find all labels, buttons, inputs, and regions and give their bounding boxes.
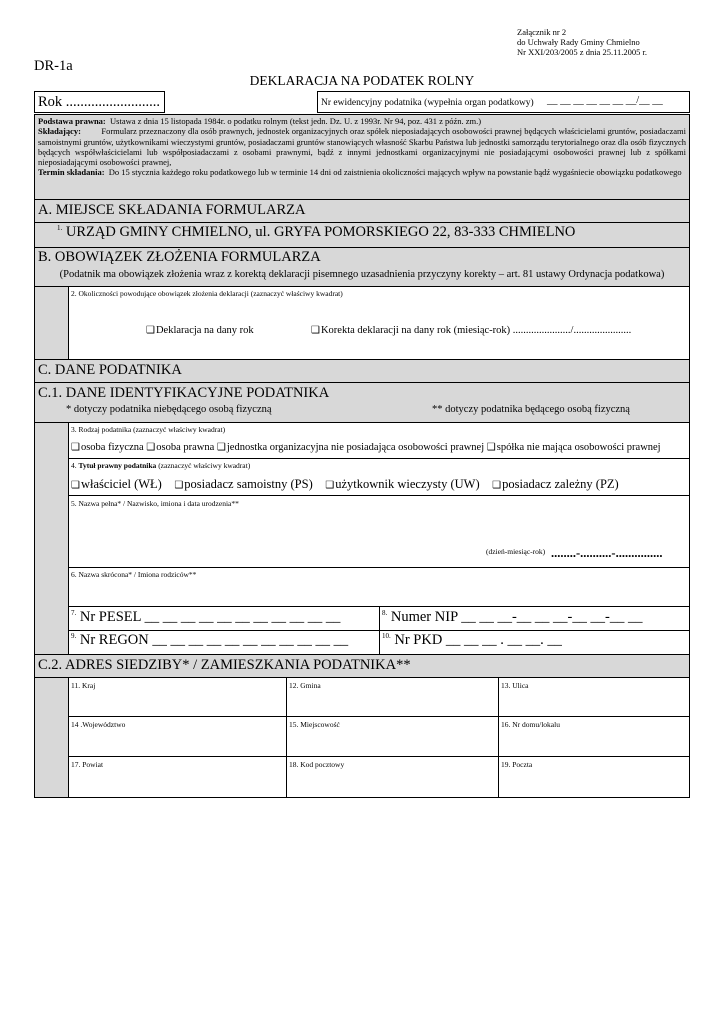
attachment-line-1: Załącznik nr 2 <box>517 27 567 37</box>
nip-field[interactable] <box>382 609 642 626</box>
regon-field[interactable] <box>71 632 348 649</box>
date-hint: (dzień-miesiąc-rok) <box>486 547 546 556</box>
option-annual-declaration-label: Deklaracja na dany rok <box>155 325 254 336</box>
taxpayer-id-blanks: __ __ __ __ __ __ __/__ __ <box>547 95 663 106</box>
option-dependent-possessor[interactable] <box>492 477 619 491</box>
field-4-label <box>71 461 250 470</box>
section-c1-heading: C.1. DANE IDENTYFIKACYJNE PODATNIKA <box>38 385 330 401</box>
option-partnership[interactable] <box>487 442 661 453</box>
option-label: osoba fizyczna <box>80 442 144 453</box>
nip-label: Numer NIP __ __ __-__ __ __-__ __-__ __ <box>390 609 643 625</box>
pkd-label: Nr PKD __ __ __ . __ __. __ <box>394 632 562 648</box>
locality-field[interactable]: 15. Miejscowość <box>289 720 340 729</box>
option-legal-person[interactable] <box>146 442 214 453</box>
submission-place-num: 1. <box>57 224 63 233</box>
filers-label: Składający: <box>38 126 81 137</box>
section-b-note: (Podatnik ma obowiązek złożenia wraz z korektą deklaracji pisemnego uzasadnienia przyczyny korekty – art. 81 ustawy Ordynacja podatkowa) <box>59 269 665 280</box>
pesel-field[interactable] <box>71 609 340 626</box>
checkbox-icon[interactable] <box>71 477 81 491</box>
deadline-text: Do 15 stycznia każdego roku podatkowego lub w terminie 14 dni od zaistnienia okoliczności mających wpływ na powstanie bądź wygaśniecie obowiązku podatkowego <box>108 167 682 178</box>
pkd-field[interactable] <box>382 632 562 649</box>
date-blanks: ........-..........-............... <box>551 546 663 560</box>
section-c2-margin <box>35 678 68 797</box>
country-field[interactable]: 11. Kraj <box>71 681 96 690</box>
option-label: właściciel (WŁ) <box>80 477 162 491</box>
option-perpetual-user[interactable] <box>325 477 479 491</box>
checkbox-icon[interactable] <box>146 325 156 336</box>
field-4-hint: (zaznaczyć właściwy kwadrat) <box>158 461 251 470</box>
field-4-num: 4. <box>71 461 77 470</box>
option-label: osoba prawna <box>156 442 215 453</box>
option-label: użytkownik wieczysty (UW) <box>335 477 480 491</box>
section-c-heading: C. DANE PODATNIKA <box>38 362 182 378</box>
section-b-margin <box>35 287 68 359</box>
postal-code-field[interactable]: 18. Kod pocztowy <box>289 760 345 769</box>
filers-text: Formularz przeznaczony dla osób prawnych, jednostek organizacyjnych oraz spółek nieposiadających osobowości prawnej będących właścicielami gruntów, posiadaczami samoistnymi gruntów, użytkownikami wieczystymi gruntów, posiadaczami gruntów stanowiących własność Skarbu Państwa lub jednostki samorządu terytorialnego oraz dla osób fizycznych będących współwłaścicielami lub współposiadaczami z osobami prawnymi, bądź z innymi jednostkami organizacyjnymi nie posiadającymi osobowości prawnej lub z spółkami nieposiadającymi osobowości prawnej, <box>38 126 686 168</box>
nip-num: 8. <box>382 609 388 618</box>
option-correction-label: Korekta deklaracji na dany rok (miesiąc-rok) ....................../...................... <box>320 325 632 336</box>
field-4-title: Tytuł prawny podatnika <box>78 461 157 470</box>
attachment-note <box>517 27 647 57</box>
regon-num: 9. <box>71 632 77 641</box>
pesel-label: Nr PESEL __ __ __ __ __ __ __ __ __ __ __ <box>79 609 341 625</box>
option-natural-person[interactable] <box>71 442 144 453</box>
regon-label: Nr REGON __ __ __ __ __ __ __ __ __ __ __ <box>79 632 349 648</box>
note-natural-person: ** dotyczy podatnika będącego osobą fizyczną <box>432 404 630 415</box>
section-a-heading: A. MIEJSCE SKŁADANIA FORMULARZA <box>38 202 306 218</box>
commune-field[interactable]: 12. Gmina <box>289 681 321 690</box>
street-field[interactable]: 13. Ulica <box>501 681 529 690</box>
district-field[interactable]: 17. Powiat <box>71 760 104 769</box>
form-title: DEKLARACJA NA PODATEK ROLNY <box>249 73 475 88</box>
option-independent-possessor[interactable] <box>174 477 312 491</box>
submission-place <box>57 224 575 241</box>
option-org-unit[interactable] <box>217 442 484 453</box>
field-3-label: 3. Rodzaj podatnika (zaznaczyć właściwy kwadrat) <box>71 425 226 434</box>
option-label: posiadacz zależny (PZ) <box>502 477 619 491</box>
checkbox-icon[interactable] <box>325 477 335 491</box>
section-c2-heading: C.2. ADRES SIEDZIBY* / ZAMIESZKANIA PODATNIKA** <box>38 657 411 673</box>
checkbox-icon[interactable] <box>146 442 156 453</box>
note-non-natural-person: * dotyczy podatnika niebędącego osobą fizyczną <box>66 404 272 415</box>
field-2-label: 2. Okoliczności powodujące obowiązek złożenia deklaracji (zaznaczyć właściwy kwadrat) <box>71 289 343 298</box>
post-office-field[interactable]: 19. Poczta <box>501 760 533 769</box>
field-6-label: 6. Nazwa skrócona* / Imiona rodziców** <box>71 570 197 579</box>
option-label: posiadacz samoistny (PS) <box>184 477 313 491</box>
section-c1-margin <box>35 423 68 654</box>
checkbox-icon[interactable] <box>217 442 227 453</box>
section-b-heading: B. OBOWIĄZEK ZŁOŻENIA FORMULARZA <box>38 249 321 265</box>
option-annual-declaration[interactable] <box>146 325 254 336</box>
checkbox-icon[interactable] <box>71 442 81 453</box>
attachment-line-2: do Uchwały Rady Gminy Chmielno <box>517 37 640 47</box>
checkbox-icon[interactable] <box>492 477 502 491</box>
taxpayer-id-field[interactable] <box>317 91 690 113</box>
attachment-line-3: Nr XXI/203/2005 z dnia 25.11.2005 r. <box>517 47 648 57</box>
checkbox-icon[interactable] <box>174 477 184 491</box>
checkbox-icon[interactable] <box>311 325 321 336</box>
year-field[interactable] <box>34 91 165 113</box>
legal-text <box>38 116 686 178</box>
taxpayer-id-label: Nr ewidencyjny podatnika (wypełnia organ podatkowy) <box>321 98 534 108</box>
legal-basis-label: Podstawa prawna: <box>38 116 106 126</box>
legal-basis-text: Ustawa z dnia 15 listopada 1984r. o podatku rolnym (tekst jedn. Dz. U. z 1993r. Nr 94, poz. 431 z późn. zm.) <box>110 116 482 126</box>
option-label: jednostka organizacyjna nie posiadająca osobowości prawnej <box>226 442 485 453</box>
pkd-num: 10. <box>382 632 391 641</box>
checkbox-icon[interactable] <box>487 442 497 453</box>
house-number-field[interactable]: 16. Nr domu/lokalu <box>501 720 560 729</box>
pesel-num: 7. <box>71 609 77 618</box>
year-label: Rok .......................... <box>38 94 161 110</box>
submission-place-text: URZĄD GMINY CHMIELNO, ul. GRYFA POMORSKIEGO 22, 83-333 CHMIELNO <box>65 224 576 240</box>
option-correction[interactable] <box>311 325 631 336</box>
deadline-label: Termin składania: <box>38 167 105 178</box>
form-code: DR-1a <box>34 58 73 74</box>
option-label: spółka nie mająca osobowości prawnej <box>496 442 661 453</box>
taxpayer-type-options <box>71 442 661 453</box>
option-owner[interactable] <box>71 477 162 491</box>
voivodeship-field[interactable]: 14 .Województwo <box>71 720 126 729</box>
field-5-label: 5. Nazwa pełna* / Nazwisko, imiona i data urodzenia** <box>71 499 239 508</box>
legal-title-options <box>71 477 619 492</box>
